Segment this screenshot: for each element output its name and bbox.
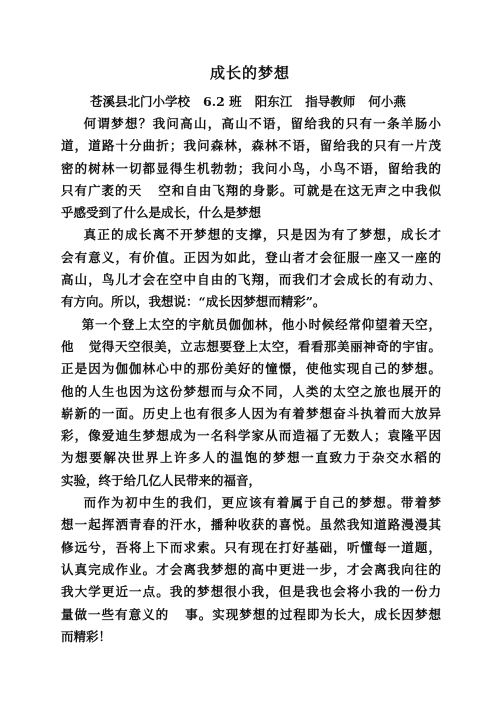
text-line: 只有广袤的天 空和自由飞翔的身影。可就是在这无声之中我似 bbox=[61, 182, 441, 198]
text-line: 实验，终于给几亿人民带来的福音， bbox=[61, 472, 262, 488]
text-line: 会有意义，有价值。正因为如此，登山者才会征服一座又一座的 bbox=[61, 249, 441, 265]
text-line: 为想要解决世界上许多人的温饱的梦想一直致力于杂交水稻的 bbox=[61, 450, 441, 466]
text-line: 而精彩！ bbox=[61, 628, 112, 644]
text-line: 量做一些有意义的 事。实现梦想的过程即为长大，成长因梦想 bbox=[61, 606, 441, 622]
text-line: 我大学更近一点。我的梦想很小我，但是我也会将小我的一份力 bbox=[61, 584, 441, 600]
text-line: 正是因为伽伽林心中的那份美好的憧憬，使他实现自己的梦想。 bbox=[61, 361, 441, 377]
text-line: 何谓梦想？我问高山，高山不语，留给我的只有一条羊肠小 bbox=[61, 116, 441, 131]
paragraph bbox=[61, 224, 441, 313]
paragraph bbox=[61, 113, 441, 224]
text-line: 他的人生也因为这份梦想而与众不同，人类的太空之旅也展开的 bbox=[61, 383, 441, 399]
text-line: 而作为初中生的我们，更应该有着属于自己的梦想。带着梦 bbox=[61, 495, 441, 511]
text-line: 彩，像爱迪生梦想成为一名科学家从而造福了无数人；袁隆平因 bbox=[61, 428, 441, 444]
text-line: 密的树林一切都显得生机勃勃；我问小鸟，小鸟不语，留给我的 bbox=[61, 160, 441, 176]
text-line: 乎感受到了什么是成长，什么是梦想 bbox=[61, 205, 262, 221]
text-line: 高山，鸟儿才会在空中自由的飞翔，而我们才会成长的有动力、 bbox=[61, 272, 441, 288]
text-line: 有方向。所以，我想说：“成长因梦想而精彩”。 bbox=[61, 294, 326, 310]
author-byline: 苍溪县北门小学校 6.2 班 阳东江 指导教师 何小燕 bbox=[90, 94, 406, 109]
essay-body bbox=[61, 113, 441, 648]
text-line: 道，道路十分曲折；我问森林，森林不语，留给我的只有一片茂 bbox=[61, 138, 441, 154]
text-line: 真正的成长离不开梦想的支撑，只是因为有了梦想，成长才 bbox=[61, 227, 441, 243]
text-line: 第一个登上太空的宇航员伽伽林，他小时候经常仰望着天空， bbox=[61, 316, 441, 332]
paragraph bbox=[61, 492, 441, 648]
text-line: 想一起挥洒青春的汗水，播种收获的喜悦。虽然我知道路漫漫其 bbox=[61, 517, 441, 533]
text-line: 他 觉得天空很美，立志想要登上太空，看看那美丽神奇的宇宙。 bbox=[61, 338, 441, 354]
document-title: 成长的梦想 bbox=[209, 64, 290, 82]
text-line: 崭新的一面。历史上也有很多人因为有着梦想奋斗执着而大放异 bbox=[61, 405, 441, 421]
text-line: 修远兮，吾将上下而求索。只有现在打好基础，听懂每一道题， bbox=[61, 539, 441, 555]
text-line: 认真完成作业。才会离我梦想的高中更进一步，才会离我向往的 bbox=[61, 561, 441, 577]
paragraph bbox=[61, 314, 441, 492]
